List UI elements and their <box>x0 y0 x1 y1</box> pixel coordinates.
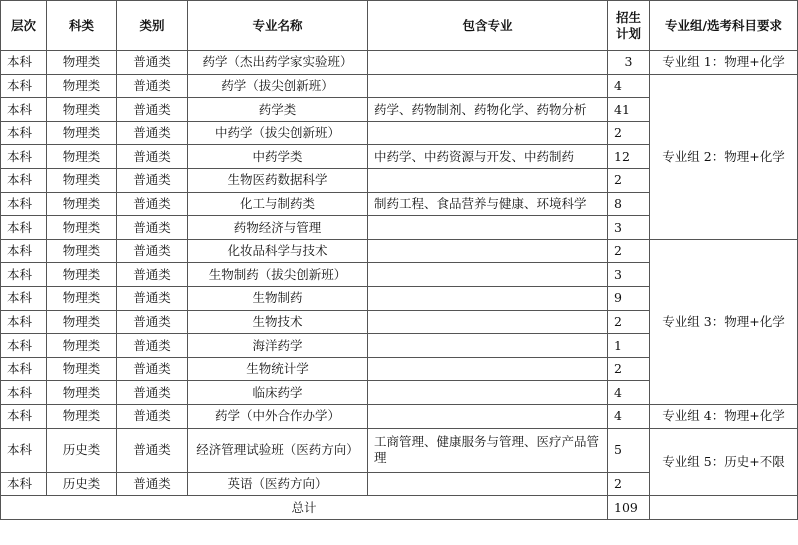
cell-subject-type: 历史类 <box>47 428 117 472</box>
cell-level: 本科 <box>1 216 47 240</box>
cell-major: 生物制药 <box>188 286 368 310</box>
table-row <box>1 51 798 75</box>
header-level: 层次 <box>1 1 47 51</box>
header-major-name: 专业名称 <box>188 1 368 51</box>
cell-major: 生物技术 <box>188 310 368 334</box>
total-row <box>1 496 798 520</box>
cell-major: 生物统计学 <box>188 357 368 381</box>
cell-included: 中药学、中药资源与开发、中药制药 <box>368 145 608 169</box>
cell-subject-type: 物理类 <box>47 286 117 310</box>
cell-level: 本科 <box>1 472 47 496</box>
total-empty-cell <box>650 496 798 520</box>
header-row <box>1 1 798 51</box>
cell-quota: 41 <box>608 98 650 122</box>
header-included-majors: 包含专业 <box>368 1 608 51</box>
cell-major: 药物经济与管理 <box>188 216 368 240</box>
cell-category: 普通类 <box>117 472 188 496</box>
cell-category: 普通类 <box>117 381 188 405</box>
cell-quota: 3 <box>608 263 650 287</box>
cell-level: 本科 <box>1 404 47 428</box>
cell-category: 普通类 <box>117 239 188 263</box>
table-row <box>1 239 798 263</box>
cell-included: 制药工程、食品营养与健康、环境科学 <box>368 192 608 216</box>
header-quota-line2: 计划 <box>615 25 641 41</box>
table-row <box>1 404 798 428</box>
cell-quota: 8 <box>608 192 650 216</box>
cell-level: 本科 <box>1 239 47 263</box>
cell-major: 化妆品科学与技术 <box>188 239 368 263</box>
cell-subject-type: 物理类 <box>47 51 117 75</box>
cell-major: 经济管理试验班（医药方向） <box>188 428 368 472</box>
cell-group: 专业组 2：物理+化学 <box>650 74 798 239</box>
cell-level: 本科 <box>1 310 47 334</box>
cell-subject-type: 物理类 <box>47 381 117 405</box>
cell-subject-type: 物理类 <box>47 404 117 428</box>
cell-subject-type: 物理类 <box>47 216 117 240</box>
cell-quota: 12 <box>608 145 650 169</box>
cell-major: 中药学（拔尖创新班） <box>188 121 368 145</box>
cell-included <box>368 310 608 334</box>
header-category: 类别 <box>117 1 188 51</box>
cell-quota: 2 <box>608 239 650 263</box>
cell-quota: 2 <box>608 168 650 192</box>
cell-category: 普通类 <box>117 263 188 287</box>
table-row <box>1 74 798 98</box>
header-group-requirement: 专业组/选考科目要求 <box>650 1 798 51</box>
header-quota <box>608 1 650 51</box>
table-row <box>1 428 798 472</box>
cell-quota: 2 <box>608 310 650 334</box>
cell-level: 本科 <box>1 51 47 75</box>
cell-major: 英语（医药方向） <box>188 472 368 496</box>
cell-included: 药学、药物制剂、药物化学、药物分析 <box>368 98 608 122</box>
cell-major: 药学类 <box>188 98 368 122</box>
cell-category: 普通类 <box>117 192 188 216</box>
cell-quota: 4 <box>608 381 650 405</box>
cell-level: 本科 <box>1 121 47 145</box>
cell-category: 普通类 <box>117 286 188 310</box>
cell-quota: 2 <box>608 472 650 496</box>
cell-included <box>368 168 608 192</box>
cell-category: 普通类 <box>117 404 188 428</box>
header-quota-line1: 招生 <box>615 9 641 25</box>
cell-quota: 9 <box>608 286 650 310</box>
cell-quota: 4 <box>608 74 650 98</box>
cell-level: 本科 <box>1 334 47 358</box>
cell-subject-type: 物理类 <box>47 357 117 381</box>
cell-major: 生物医药数据科学 <box>188 168 368 192</box>
cell-major: 海洋药学 <box>188 334 368 358</box>
cell-level: 本科 <box>1 168 47 192</box>
cell-quota: 1 <box>608 334 650 358</box>
cell-quota: 2 <box>608 357 650 381</box>
cell-included <box>368 357 608 381</box>
cell-major: 临床药学 <box>188 381 368 405</box>
cell-level: 本科 <box>1 98 47 122</box>
cell-category: 普通类 <box>117 216 188 240</box>
cell-level: 本科 <box>1 145 47 169</box>
cell-included <box>368 51 608 75</box>
cell-level: 本科 <box>1 381 47 405</box>
cell-quota: 3 <box>608 51 650 75</box>
cell-subject-type: 物理类 <box>47 168 117 192</box>
cell-subject-type: 物理类 <box>47 263 117 287</box>
cell-major: 药学（中外合作办学） <box>188 404 368 428</box>
cell-included <box>368 286 608 310</box>
cell-level: 本科 <box>1 286 47 310</box>
cell-level: 本科 <box>1 263 47 287</box>
cell-subject-type: 物理类 <box>47 310 117 334</box>
cell-subject-type: 物理类 <box>47 334 117 358</box>
cell-group: 专业组 3：物理+化学 <box>650 239 798 404</box>
cell-quota: 3 <box>608 216 650 240</box>
cell-included <box>368 121 608 145</box>
cell-included <box>368 334 608 358</box>
cell-subject-type: 历史类 <box>47 472 117 496</box>
cell-category: 普通类 <box>117 428 188 472</box>
cell-included <box>368 74 608 98</box>
cell-level: 本科 <box>1 428 47 472</box>
cell-category: 普通类 <box>117 145 188 169</box>
cell-included <box>368 381 608 405</box>
cell-subject-type: 物理类 <box>47 239 117 263</box>
cell-subject-type: 物理类 <box>47 74 117 98</box>
cell-major: 药学（杰出药学家实验班） <box>188 51 368 75</box>
cell-included <box>368 216 608 240</box>
cell-major: 化工与制药类 <box>188 192 368 216</box>
cell-category: 普通类 <box>117 310 188 334</box>
header-subject-type: 科类 <box>47 1 117 51</box>
cell-quota: 5 <box>608 428 650 472</box>
total-label: 总计 <box>1 496 608 520</box>
cell-subject-type: 物理类 <box>47 121 117 145</box>
cell-subject-type: 物理类 <box>47 145 117 169</box>
cell-subject-type: 物理类 <box>47 98 117 122</box>
cell-subject-type: 物理类 <box>47 192 117 216</box>
cell-major: 生物制药（拔尖创新班） <box>188 263 368 287</box>
cell-quota: 2 <box>608 121 650 145</box>
cell-included <box>368 239 608 263</box>
cell-group: 专业组 4：物理+化学 <box>650 404 798 428</box>
cell-category: 普通类 <box>117 334 188 358</box>
cell-level: 本科 <box>1 357 47 381</box>
cell-category: 普通类 <box>117 74 188 98</box>
total-quota: 109 <box>608 496 650 520</box>
cell-included: 工商管理、健康服务与管理、医疗产品管理 <box>368 428 608 472</box>
cell-category: 普通类 <box>117 121 188 145</box>
cell-group: 专业组 1：物理+化学 <box>650 51 798 75</box>
cell-category: 普通类 <box>117 168 188 192</box>
cell-quota: 4 <box>608 404 650 428</box>
cell-major: 药学（拔尖创新班） <box>188 74 368 98</box>
cell-category: 普通类 <box>117 357 188 381</box>
cell-category: 普通类 <box>117 51 188 75</box>
cell-included <box>368 404 608 428</box>
cell-category: 普通类 <box>117 98 188 122</box>
cell-included <box>368 472 608 496</box>
cell-level: 本科 <box>1 192 47 216</box>
cell-group: 专业组 5：历史+不限 <box>650 428 798 496</box>
cell-level: 本科 <box>1 74 47 98</box>
cell-included <box>368 263 608 287</box>
cell-major: 中药学类 <box>188 145 368 169</box>
